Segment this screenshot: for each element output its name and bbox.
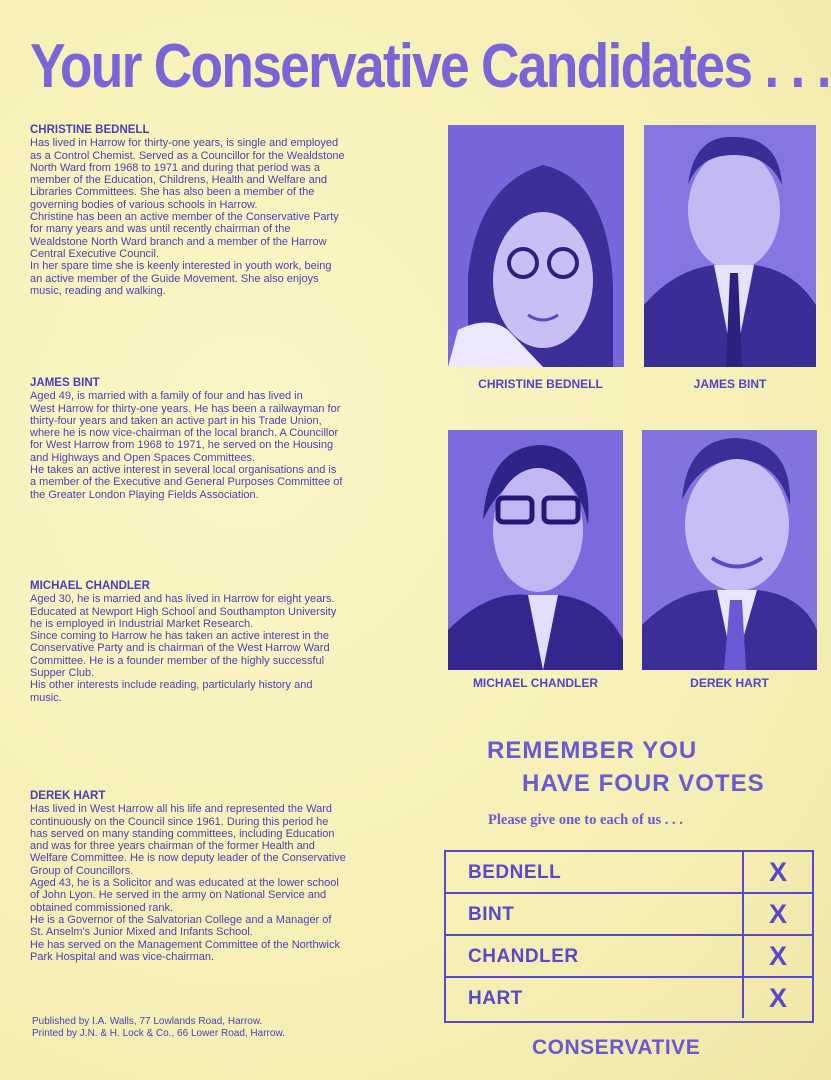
bio-line: Aged 30, he is married and has lived in Harrow for eight years. (30, 593, 335, 606)
bio-line: Conservative Party and is chairman of the West Harrow Ward (30, 642, 330, 655)
caption-chandler: MICHAEL CHANDLER (472, 676, 599, 690)
bio-line: he is employed in Industrial Market Research. (30, 617, 254, 630)
bio-bednell (30, 124, 405, 297)
bio-line: Supper Club. (30, 667, 95, 680)
ballot-name: BINT (468, 904, 515, 925)
caption-bednell: CHRISTINE BEDNELL (478, 377, 603, 391)
bio-name: DEREK HART (30, 790, 106, 802)
bio-line: He takes an active interest in several local organisations and is (30, 464, 337, 477)
ballot-row (446, 852, 812, 894)
bio-line: Central Executive Council. (30, 247, 160, 260)
bio-line: an active member of the Guide Movement. She also enjoys (30, 272, 319, 285)
remember-line-2: HAVE FOUR VOTES (522, 770, 765, 797)
bio-line: and was for three years chairman of the former Health and (30, 840, 315, 853)
bio-chandler (30, 580, 405, 704)
photo-chandler (448, 430, 623, 670)
bio-line: for West Harrow from 1968 to 1971, he served on the Housing (30, 439, 334, 452)
imprint-line: Published by I.A. Walls, 77 Lowlands Road, Harrow. (32, 1016, 263, 1027)
bio-line: Aged 49, is married with a family of four and has lived in (30, 390, 303, 403)
photo-bint (644, 125, 816, 367)
bio-line: Has lived in Harrow for thirty-one years, is single and employed (30, 137, 339, 150)
bio-line: Committee. He is a founder member of the highly successful (30, 654, 325, 667)
bio-line: and Highways and Open Spaces Committees. (30, 451, 256, 464)
bio-line: continuously on the Council since 1961. During this period he (30, 815, 329, 828)
ballot-box (444, 850, 814, 1023)
bio-line: Welfare Committee. He is now deputy leader of the Conservative (30, 852, 346, 865)
ballot-row (446, 978, 812, 1020)
bio-line: for many years and was until recently chairman of the (30, 223, 291, 236)
bio-line: member of the Education, Childrens, Health and Welfare and (30, 174, 327, 187)
bio-line: where he is now vice-chairman of the local branch. A Councillor (30, 427, 339, 440)
caption-bint: JAMES BINT (693, 377, 767, 391)
bio-line: Aged 43, he is a Solicitor and was educated at the lower school (30, 877, 339, 890)
photo-hart (642, 430, 817, 670)
bio-line: West Harrow for thirty-one years. He has been a railwayman for (30, 402, 341, 415)
bio-line: Group of Councillors. (30, 864, 134, 877)
photo-bednell (448, 125, 624, 367)
bio-line: He has served on the Management Committee of the Northwick (30, 938, 340, 951)
imprint-line: Printed by J.N. & H. Lock & Co., 66 Lower Road, Harrow. (32, 1028, 285, 1039)
ballot-row (446, 894, 812, 936)
bio-bint (30, 377, 405, 501)
bio-line: has served on many standing committees, including Education (30, 827, 335, 840)
bio-line: music. (30, 691, 62, 704)
bio-line: music, reading and walking. (30, 284, 166, 297)
bio-line: Park Hospital and was vice-chairman. (30, 950, 215, 963)
bio-line: Wealdstone North Ward branch and a member of the Harrow (30, 235, 327, 248)
ballot-mark: X (742, 978, 812, 1018)
bio-line: St. Anselm's Junior Mixed and Infants School. (30, 926, 253, 939)
ballot-name: BEDNELL (468, 862, 562, 883)
ballot-row (446, 936, 812, 978)
bio-name: CHRISTINE BEDNELL (30, 124, 150, 136)
ballot-mark: X (742, 852, 812, 892)
bio-line: the Greater London Playing Fields Association. (30, 488, 259, 501)
bio-line: In her spare time she is keenly interested in youth work, being (30, 260, 332, 273)
bio-line: Has lived in West Harrow all his life and represented the Ward (30, 803, 333, 816)
remember-line-1: REMEMBER YOU (487, 737, 698, 764)
ballot-name: CHANDLER (468, 946, 579, 967)
ballot-mark: X (742, 894, 812, 934)
bio-name: JAMES BINT (30, 377, 100, 389)
party-name: CONSERVATIVE (532, 1036, 701, 1059)
bio-line: North Ward from 1968 to 1971 and during that period was a (30, 161, 321, 174)
bio-line: Christine has been an active member of the Conservative Party (30, 211, 339, 224)
bio-line: Libraries Committees. She has also been a member of the (30, 186, 315, 199)
ballot-mark: X (742, 936, 812, 976)
headline: Your Conservative Candidates . . . (30, 32, 830, 101)
ballot-name: HART (468, 988, 523, 1009)
imprint (32, 1016, 285, 1040)
bio-line: Educated at Newport High School and Southampton University (30, 605, 337, 618)
bio-line: Since coming to Harrow he has taken an active interest in the (30, 630, 329, 643)
bio-hart (30, 790, 405, 963)
bio-line: His other interests include reading, particularly history and (30, 679, 313, 692)
bio-line: a member of the Executive and General Purposes Committee of (30, 476, 343, 489)
bio-line: obtained commissioned rank. (30, 901, 174, 914)
bio-line: as a Control Chemist. Served as a Councillor for the Wealdstone (30, 149, 345, 162)
bio-line: governing bodies of various schools in Harrow. (30, 198, 258, 211)
bio-line: He is a Governor of the Salvatorian College and a Manager of (30, 913, 332, 926)
bio-line: of John Lyon. He served in the army on National Service and (30, 889, 327, 902)
caption-hart: DEREK HART (690, 676, 769, 690)
please-line: Please give one to each of us . . . (488, 812, 683, 828)
bio-name: MICHAEL CHANDLER (30, 580, 150, 592)
bio-line: thirty-four years and taken an active part in his Trade Union, (30, 414, 322, 427)
